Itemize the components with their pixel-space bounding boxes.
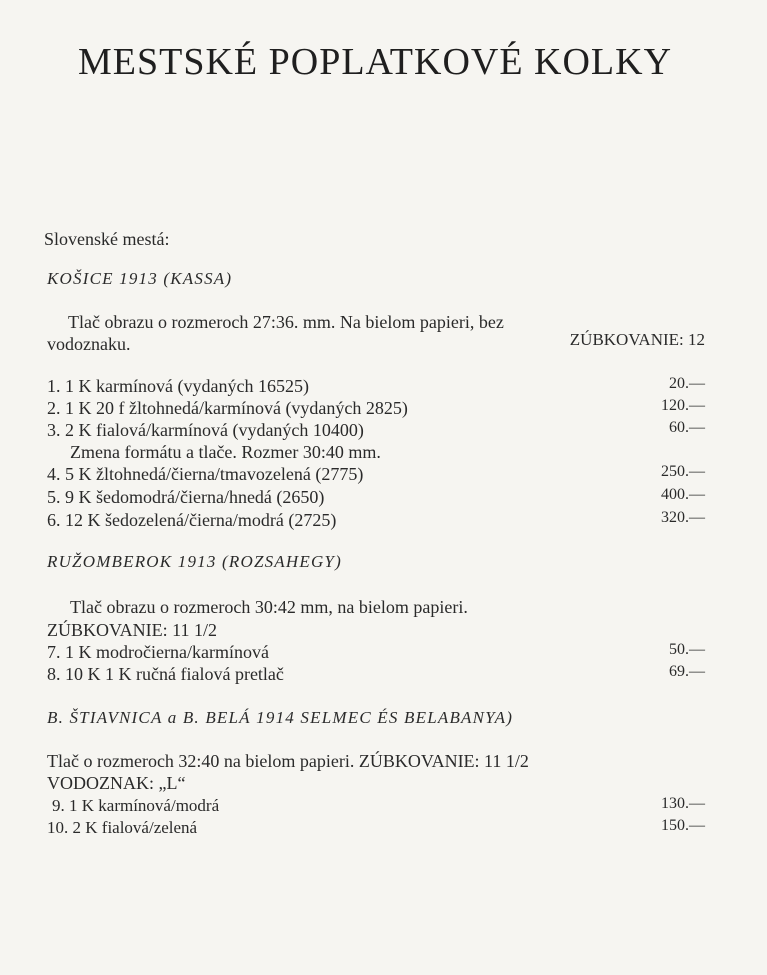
section-heading-ruzomberok: RUŽOMBEROK 1913 (ROZSAHEGY): [47, 552, 342, 571]
bleed-through-texture: [40, 0, 380, 230]
list-item: 6. 12 K šedozelená/čierna/modrá (2725): [47, 510, 337, 530]
page-title: MESTSKÉ POPLATKOVÉ KOLKY: [78, 41, 673, 83]
format-change-note: Zmena formátu a tlače. Rozmer 30:40 mm.: [70, 442, 381, 462]
section-desc-kosice: Tlač obrazu o rozmeroch 27:36. mm. Na bielom papieri, bez: [68, 312, 504, 332]
watermark-note: VODOZNAK: „L“: [47, 773, 186, 793]
price-value: 320.—: [661, 509, 705, 526]
list-item: 10. 2 K fialová/zelená: [47, 818, 198, 837]
perforation-ruzomberok: ZÚBKOVANIE: 11 1/2: [47, 620, 217, 640]
section-heading-stiavnica: B. ŠTIAVNICA a B. BELÁ 1914 SELMEC ÉS BELABANYA): [47, 708, 514, 727]
list-item: 2. 1 K 20 f žltohnedá/karmínová (vydaných 2825): [47, 398, 408, 418]
price-value: 400.—: [661, 486, 705, 503]
price-value: 150.—: [661, 817, 705, 834]
price-value: 60.—: [669, 419, 705, 436]
section-desc-stiavnica: Tlač o rozmeroch 32:40 na bielom papieri. ZÚBKOVANIE: 11 1/2: [47, 751, 529, 771]
section-desc-kosice-line2: vodoznaku.: [47, 334, 131, 354]
list-item: 9. 1 K karmínová/modrá: [52, 796, 220, 815]
price-value: 120.—: [661, 397, 705, 414]
price-value: 250.—: [661, 463, 705, 480]
perforation-kosice: ZÚBKOVANIE: 12: [569, 330, 705, 349]
list-item: 5. 9 K šedomodrá/čierna/hnedá (2650): [47, 487, 325, 507]
section-desc-ruzomberok: Tlač obrazu o rozmeroch 30:42 mm, na bielom papieri.: [70, 597, 468, 617]
list-item: 7. 1 K modročierna/karmínová: [47, 642, 269, 662]
list-item: 3. 2 K fialová/karmínová (vydaných 10400): [47, 420, 364, 440]
list-item: 4. 5 K žltohnedá/čierna/tmavozelená (2775): [47, 464, 364, 484]
section-heading-kosice: KOŠICE 1913 (KASSA): [47, 269, 233, 288]
price-value: 50.—: [669, 641, 705, 658]
price-value: 69.—: [669, 663, 705, 680]
intro-text: Slovenské mestá:: [44, 229, 170, 249]
price-value: 20.—: [669, 375, 705, 392]
list-item: 1. 1 K karmínová (vydaných 16525): [47, 376, 309, 396]
list-item: 8. 10 K 1 K ručná fialová pretlač: [47, 664, 284, 684]
price-value: 130.—: [661, 795, 705, 812]
